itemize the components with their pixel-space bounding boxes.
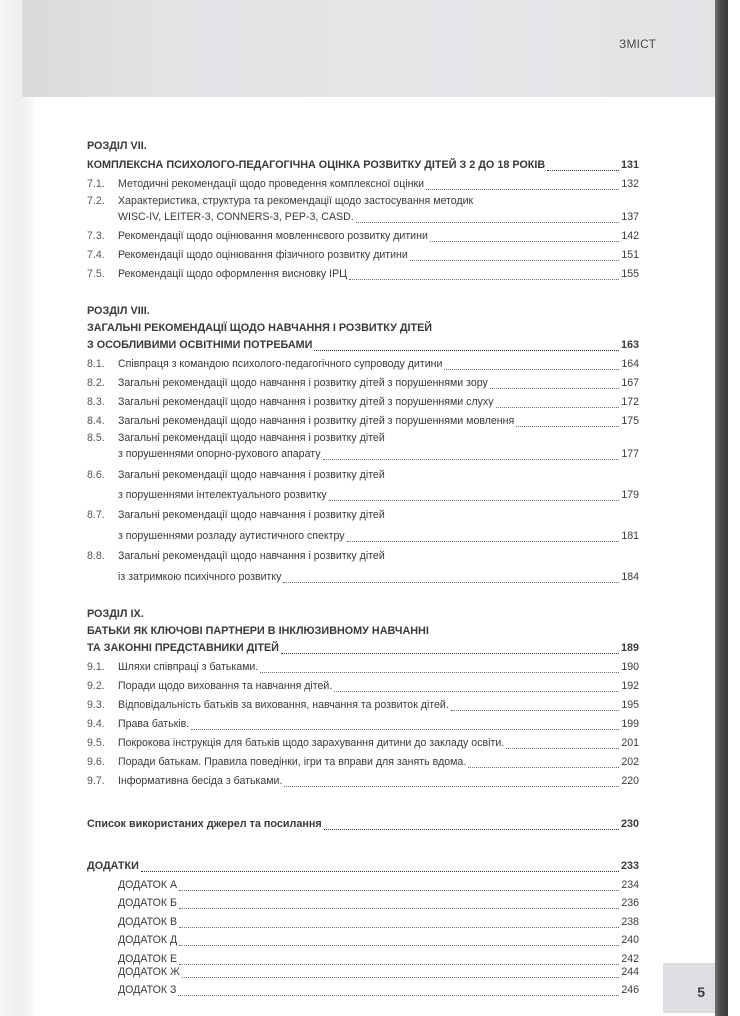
page-ref: 195	[621, 699, 639, 711]
toc-entry-appendix[interactable]	[87, 876, 639, 895]
item-number: 9.2.	[87, 680, 105, 692]
item-title: Рекомендації щодо оцінювання фізичного розвитку дитини	[118, 249, 408, 261]
dot-leader	[547, 170, 619, 171]
page-ref: 233	[620, 860, 639, 872]
item-title: Поради щодо виховання та навчання дітей.	[118, 680, 333, 692]
page-ref: 167	[621, 377, 639, 389]
item-number: 8.5.	[87, 432, 105, 444]
dot-leader	[347, 541, 620, 542]
toc-entry-section-title[interactable]	[87, 624, 639, 658]
dot-leader	[356, 222, 620, 223]
item-number: 8.2.	[87, 377, 105, 389]
dot-leader	[283, 582, 619, 583]
item-number: 8.4.	[87, 415, 105, 427]
item-title: Поради батькам. Правила поведінки, ігри та вправи для занять вдома.	[118, 756, 467, 768]
toc-entry-references[interactable]	[87, 815, 639, 834]
dot-leader	[260, 672, 619, 673]
page-number-box	[663, 963, 715, 1013]
dot-leader	[490, 388, 619, 389]
dot-leader	[178, 995, 619, 996]
dot-leader	[179, 908, 619, 909]
page-ref: 155	[621, 268, 639, 280]
page-ref: 132	[621, 178, 639, 190]
page-ref: 131	[620, 159, 639, 171]
toc-entry[interactable]	[87, 772, 639, 791]
page-ref: 189	[620, 642, 639, 654]
toc-entry[interactable]	[87, 194, 639, 227]
toc-entry-section-title[interactable]	[87, 156, 639, 175]
section-label: РОЗДІЛ IX.	[87, 608, 144, 620]
page-ref: 202	[621, 756, 639, 768]
running-header-title: ЗМІСТ	[619, 37, 657, 51]
dot-leader	[179, 890, 619, 891]
item-title-cont: з порушеннями опорно-рухового апарату	[118, 448, 321, 460]
item-title: Рекомендації щодо оцінювання мовленнєвого розвитку дитини	[118, 230, 428, 242]
toc-entry-appendix[interactable]	[87, 965, 639, 982]
toc-entry[interactable]	[87, 431, 639, 464]
item-number: 9.3.	[87, 699, 105, 711]
item-title: Загальні рекомендації щодо навчання і розвитку дітей	[118, 509, 385, 521]
page-ref: 151	[621, 249, 639, 261]
page-ref: 230	[620, 818, 639, 830]
item-title: Характеристика, структура та рекомендації щодо застосування методик	[118, 195, 474, 207]
page-ref: 220	[621, 775, 639, 787]
section-label: РОЗДІЛ VIII.	[87, 305, 150, 317]
page-ref: 164	[621, 358, 639, 370]
toc-entry[interactable]	[87, 715, 639, 734]
dot-leader	[430, 241, 619, 242]
dot-leader	[506, 748, 619, 749]
toc-entry-appendix[interactable]	[87, 913, 639, 932]
item-number: 8.8.	[87, 550, 105, 562]
toc-entry-appendices[interactable]	[87, 857, 639, 876]
scan-margin	[728, 0, 740, 1016]
dot-leader	[182, 977, 620, 978]
toc-entry[interactable]	[87, 753, 639, 772]
spacer	[87, 587, 639, 605]
item-title: Загальні рекомендації щодо навчання і розвитку дітей з порушеннями мовлення	[118, 415, 515, 427]
item-number: 7.3.	[87, 230, 105, 242]
item-number: 7.4.	[87, 249, 105, 261]
item-title: Методичні рекомендації щодо проведення комплексної оцінки	[118, 178, 425, 190]
page-ref: 201	[621, 737, 639, 749]
page-ref: 234	[621, 878, 639, 891]
toc-entry[interactable]	[87, 658, 639, 677]
dot-leader	[468, 767, 619, 768]
item-title: Покрокова інструкція для батьків щодо зарахування дитини до закладу освіти.	[118, 737, 505, 749]
item-number: 7.1.	[87, 178, 105, 190]
dot-leader	[191, 729, 619, 730]
dot-leader	[179, 964, 619, 965]
item-title: Права батьків.	[118, 718, 190, 730]
toc-entry-section-title[interactable]	[87, 321, 639, 355]
dot-leader	[179, 945, 619, 946]
toc-entry-appendix[interactable]	[87, 982, 639, 1001]
dot-leader	[334, 691, 619, 692]
item-title: Загальні рекомендації щодо навчання і розвитку дітей	[118, 469, 385, 481]
page-ref: 137	[621, 211, 639, 223]
item-title-cont: з порушеннями інтелектуального розвитку	[118, 489, 327, 501]
section-9	[87, 605, 639, 791]
dot-leader	[426, 189, 619, 190]
spacer	[87, 791, 639, 815]
page-ref: 181	[621, 530, 639, 542]
item-title: Інформативна бесіда з батьками.	[118, 775, 283, 787]
page-ref: 179	[621, 489, 639, 501]
appendices	[87, 857, 639, 1000]
dot-leader	[179, 927, 619, 928]
toc-entry[interactable]	[87, 546, 639, 587]
appendices-title: ДОДАТКИ	[87, 860, 139, 872]
toc-entry-appendix[interactable]	[87, 895, 639, 914]
appendix-label: ДОДАТОК Ж	[118, 965, 180, 978]
page-ref: 236	[621, 897, 639, 909]
item-number: 7.2.	[87, 195, 105, 207]
page-ref: 172	[621, 396, 639, 408]
item-title: Загальні рекомендації щодо навчання і розвитку дітей	[118, 432, 385, 444]
item-title: Загальні рекомендації щодо навчання і розвитку дітей	[118, 550, 385, 562]
dot-leader	[281, 653, 619, 654]
toc-entry[interactable]	[87, 393, 639, 412]
dot-leader	[329, 500, 620, 501]
spacer	[87, 834, 639, 857]
toc-entry[interactable]	[87, 734, 639, 753]
page-left-edge	[0, 0, 34, 1016]
toc-entry[interactable]	[87, 464, 639, 505]
page-ref: 240	[621, 934, 639, 946]
item-number: 9.7.	[87, 775, 105, 787]
page-ref: 244	[621, 965, 639, 978]
item-title: Співпраця з командою психолого-педагогічного супроводу дитини	[118, 358, 443, 370]
item-number: 8.3.	[87, 396, 105, 408]
item-title: Рекомендації щодо оформлення висновку ІРЦ	[118, 268, 347, 280]
appendix-label: ДОДАТОК З	[118, 984, 177, 996]
page-ref: 192	[621, 680, 639, 692]
dot-leader	[444, 369, 619, 370]
section-title: БАТЬКИ ЯК КЛЮЧОВІ ПАРТНЕРИ В ІНКЛЮЗИВНОМУ НАВЧАННІ	[87, 625, 429, 637]
page-ref: 238	[621, 915, 639, 928]
item-number: 8.1.	[87, 358, 105, 370]
item-title: Загальні рекомендації щодо навчання і розвитку дітей з порушеннями слуху	[118, 396, 494, 408]
table-of-contents	[87, 137, 639, 1000]
item-number: 9.4.	[87, 718, 105, 730]
toc-entry[interactable]	[87, 374, 639, 393]
toc-entry[interactable]	[87, 355, 639, 374]
toc-entry[interactable]	[87, 696, 639, 715]
spacer	[87, 284, 639, 302]
page-ref: 142	[621, 230, 639, 242]
appendix-label: ДОДАТОК Е	[118, 952, 178, 965]
page-ref: 199	[621, 718, 639, 730]
appendix-label: ДОДАТОК Б	[118, 897, 177, 909]
item-number: 7.5.	[87, 268, 105, 280]
section-title-cont: ТА ЗАКОННІ ПРЕДСТАВНИКИ ДІТЕЙ	[87, 642, 279, 654]
appendix-label: ДОДАТОК В	[118, 915, 178, 928]
toc-entry[interactable]	[87, 265, 639, 284]
dot-leader	[314, 350, 619, 351]
dot-leader	[516, 426, 619, 427]
page-ref: 177	[621, 448, 639, 460]
toc-entry[interactable]	[87, 246, 639, 265]
page-ref: 246	[621, 984, 639, 996]
page-ref: 184	[621, 571, 639, 583]
dot-leader	[323, 459, 620, 460]
toc-entry[interactable]	[87, 227, 639, 246]
page-ref: 163	[620, 339, 639, 351]
dot-leader	[349, 279, 619, 280]
toc-entry[interactable]	[87, 677, 639, 696]
appendix-label: ДОДАТОК А	[118, 878, 178, 891]
section-title: ЗАГАЛЬНІ РЕКОМЕНДАЦІЇ ЩОДО НАВЧАННЯ І РОЗВИТКУ ДІТЕЙ	[87, 322, 433, 334]
dot-leader	[496, 407, 620, 408]
item-title-cont: WISC-IV, LEITER-3, CONNERS-3, PEP-3, CASD.	[118, 211, 354, 223]
page-ref: 175	[621, 415, 639, 427]
item-title-cont: з порушеннями розладу аутистичного спектру	[118, 530, 345, 542]
item-number: 9.1.	[87, 661, 105, 673]
page-number: 5	[697, 984, 705, 1000]
dot-leader	[410, 260, 619, 261]
dot-leader	[451, 710, 620, 711]
item-number: 9.6.	[87, 756, 105, 768]
section-title-cont: З ОСОБЛИВИМИ ОСВІТНІМИ ПОТРЕБАМИ	[87, 339, 313, 351]
dot-leader	[284, 786, 619, 787]
section-label: РОЗДІЛ VII.	[87, 140, 147, 152]
section-8	[87, 302, 639, 587]
header-band	[22, 0, 716, 97]
page-ref: 190	[621, 661, 639, 673]
page-right-edge-strip	[715, 0, 728, 1016]
item-title: Відповідальність батьків за виховання, навчання та розвиток дітей.	[118, 699, 449, 711]
item-number: 8.6.	[87, 469, 105, 481]
item-title: Шляхи співпраці з батьками.	[118, 661, 259, 673]
dot-leader	[324, 829, 619, 830]
item-title-cont: із затримкою психічного розвитку	[118, 571, 282, 583]
appendix-label: ДОДАТОК Д	[118, 934, 178, 946]
item-title: Загальні рекомендації щодо навчання і розвитку дітей з порушеннями зору	[118, 377, 488, 389]
section-7	[87, 137, 639, 284]
item-number: 8.7.	[87, 509, 105, 521]
references-title: Список використаних джерел та посилання	[87, 818, 322, 830]
toc-entry[interactable]	[87, 505, 639, 546]
page-ref: 242	[621, 952, 639, 965]
toc-entry-appendix[interactable]	[87, 932, 639, 951]
section-title: КОМПЛЕКСНА ПСИХОЛОГО-ПЕДАГОГІЧНА ОЦІНКА РОЗВИТКУ ДІТЕЙ З 2 ДО 18 РОКІВ	[87, 159, 546, 171]
item-number: 9.5.	[87, 737, 105, 749]
dot-leader	[141, 871, 619, 872]
